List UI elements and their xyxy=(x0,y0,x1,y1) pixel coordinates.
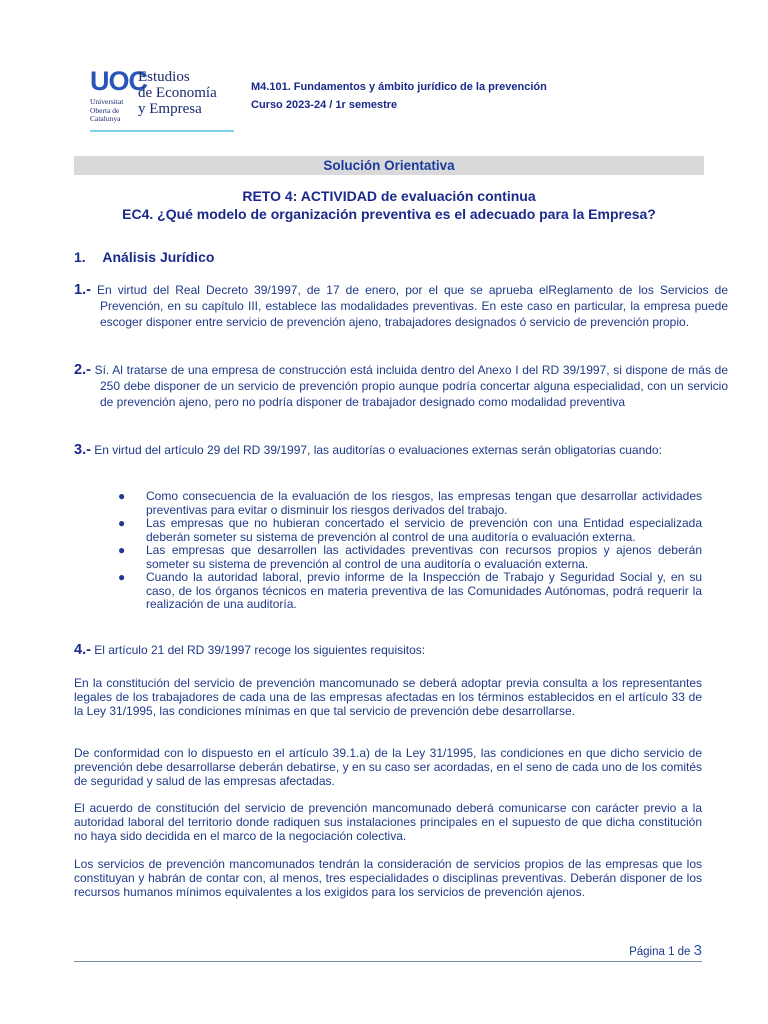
answer-2 xyxy=(74,362,728,410)
answer-number: 4.- xyxy=(74,642,91,658)
section-number: 1. xyxy=(74,249,86,265)
answer-number: 1.- xyxy=(74,282,91,298)
paragraph-4: Los servicios de prevención mancomunados tendrán la consideración de servicios propios de las empresas que los constituyan y habrán de contar con, al menos, tres especialidades o disciplinas preventivas. Deberán disponer de los recursos humanos mínimos equivalentes a los exigidos para los servicios de prevención ajenos. xyxy=(74,857,702,899)
bullet-icon: ● xyxy=(118,570,126,584)
paragraph-3: El acuerdo de constitución del servicio de prevención mancomunado deberá comunicarse con carácter previo a la autoridad laboral del territorio donde radiquen sus instalaciones principales en el supuesto de que dicha constitución no haya sido decidida en el marco de la negociación colectiva. xyxy=(74,801,702,843)
answer-number: 3.- xyxy=(74,442,91,458)
answer-text: En virtud del artículo 29 del RD 39/1997, las auditorías o evaluaciones externas serán obligatorias cuando: xyxy=(90,443,662,457)
list-item xyxy=(116,490,702,517)
studies-name xyxy=(138,69,217,117)
university-name: Universitat Oberta de Catalunya xyxy=(90,97,124,123)
paragraph-1: En la constitución del servicio de prevención mancomunado se deberá adoptar previa consulta a los representantes legales de los trabajadores de cada una de las empresas afectadas en los términos establecidos en el artículo 33 de la Ley 31/1995, las condiciones mínimas en que tal servicio de prevención debe desarrollarse. xyxy=(74,676,702,718)
list-item xyxy=(116,571,702,612)
bullet-text: Las empresas que desarrollen las actividades preventivas con recursos propios y ajenos deberán someter su sistema de prevención al control de una auditoría o evaluación externa. xyxy=(146,543,702,571)
section-title: Análisis Jurídico xyxy=(102,249,215,265)
answer-text: En virtud del Real Decreto 39/1997, de 17 de enero, por el que se aprueba elReglamento de los Servicios de Prevención, en su capítulo III, establece las modalidades preventivas. En este caso en particular, la empresa puede escoger disponer entre servicio de prevención ajeno, trabajadores designados ó servicio de prevención propio. xyxy=(90,283,728,329)
bullet-list xyxy=(116,490,702,612)
answer-text: El artículo 21 del RD 39/1997 recoge los siguientes requisitos: xyxy=(90,643,426,657)
page-total: 3 xyxy=(693,942,702,959)
studies-line-1: Estudios xyxy=(138,69,190,85)
answer-number: 2.- xyxy=(74,362,91,378)
bullet-text: Cuando la autoridad laboral, previo informe de la Inspección de Trabajo y Seguridad Social y, en su caso, de los órganos técnicos en materia preventiva de las Comunidades Autónomas, podrá requerir la realización de una auditoría. xyxy=(146,570,702,611)
document-title: Solución Orientativa xyxy=(323,158,455,173)
list-item xyxy=(116,544,702,571)
list-item xyxy=(116,517,702,544)
studies-line-3: y Empresa xyxy=(138,101,202,117)
reto-heading xyxy=(74,187,704,223)
bullet-icon: ● xyxy=(118,489,126,503)
uoc-logo-mark: UOC xyxy=(90,66,147,96)
studies-line-2: de Economía xyxy=(138,85,217,101)
answer-3 xyxy=(74,442,728,458)
reto-line-1: RETO 4: ACTIVIDAD de evaluación continua xyxy=(242,188,536,204)
bullet-text: Las empresas que no hubieran concertado el servicio de prevención con una Entidad especializada deberán someter su sistema de prevención al control de una auditoría o evaluación externa. xyxy=(146,516,702,544)
section-heading xyxy=(74,249,214,265)
course-title: M4.101. Fundamentos y ámbito jurídico de la prevención xyxy=(251,81,547,93)
reto-line-2: EC4. ¿Qué modelo de organización preventiva es el adecuado para la Empresa? xyxy=(122,206,656,222)
answer-4 xyxy=(74,642,702,658)
course-info xyxy=(251,78,547,114)
answer-text: Sí. Al tratarse de una empresa de construcción está incluida dentro del Anexo I del RD 39/1997, si dispone de más de 250 debe disponer de un servicio de prevención propio aunque podría concertar alguna especialidad, con un servicio de prevención ajeno, pero no podría disponer de trabajador designado como modalidad preventiva xyxy=(90,363,728,409)
course-term: Curso 2023-24 / 1r semestre xyxy=(251,99,398,111)
footer-rule xyxy=(74,961,702,962)
title-bar xyxy=(74,156,704,175)
bullet-icon: ● xyxy=(118,516,126,530)
bullet-icon: ● xyxy=(118,543,126,557)
answer-1 xyxy=(74,282,728,330)
page-footer xyxy=(560,942,702,959)
page-label: Página 1 de xyxy=(629,946,691,958)
uoc-logo xyxy=(90,68,236,132)
logo-rule xyxy=(90,130,234,132)
bullet-text: Como consecuencia de la evaluación de los riesgos, las empresas tengan que desarrollar actividades preventivas para evitar o disminuir los riesgos derivados del trabajo. xyxy=(146,489,702,517)
paragraph-2: De conformidad con lo dispuesto en el artículo 39.1.a) de la Ley 31/1995, las condiciones en que dicho servicio de prevención debe desarrollarse deberán debatirse, y en su caso ser acordadas, en el seno de cada uno de los comités de seguridad y salud de las empresas afectadas. xyxy=(74,746,702,788)
